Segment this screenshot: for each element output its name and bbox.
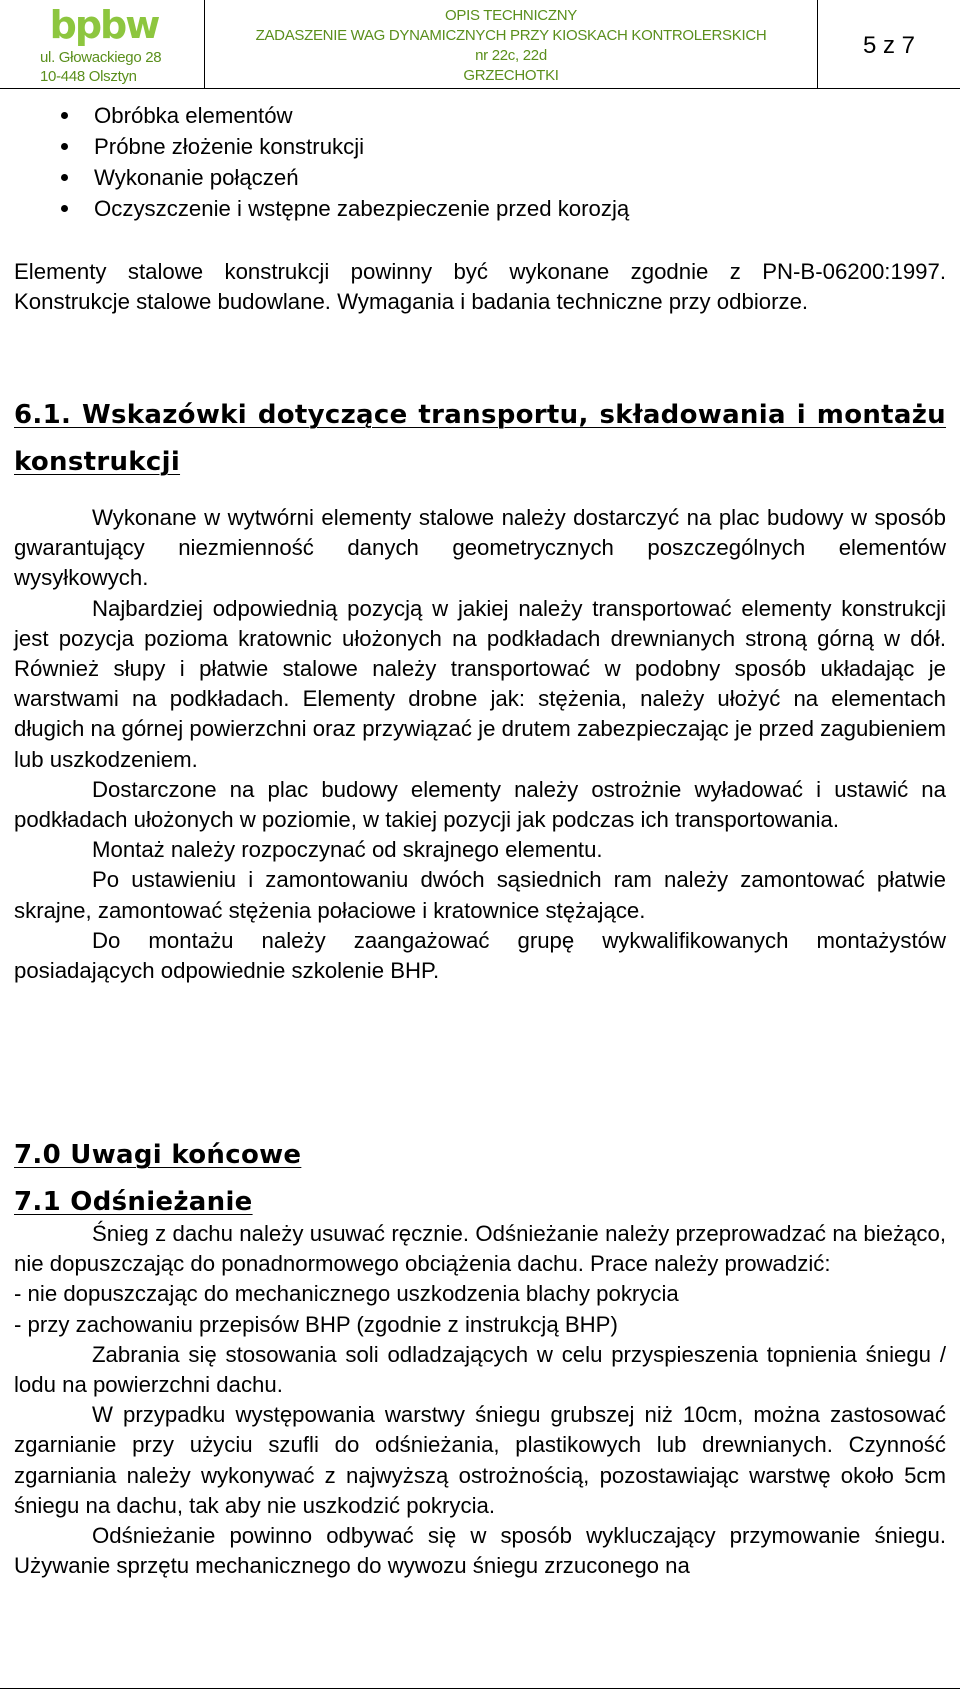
list-item: Wykonanie połączeń [0,162,960,193]
header-company-cell [0,0,205,88]
section-6-1-body [14,503,946,986]
paragraph: Dostarczone na plac budowy elementy należy ostrożnie wyładować i ustawić na podkładach ułożonych w poziomie, w takiej pozycji jak podczas ich transportowania. [14,776,946,833]
intro-block [14,257,946,317]
bullet-icon [61,112,68,119]
logo-text: bpbw [49,3,159,47]
page-bottom-rule [0,1688,960,1689]
dash-item: - nie dopuszczając do mechanicznego uszkodzenia blachy pokrycia [14,1281,679,1307]
intro-paragraph: Elementy stalowe konstrukcji powinny być wykonane zgodnie z PN-B-06200:1997. Konstrukcje stalowe budowlane. Wymagania i badania techniczne przy odbiorze. [14,259,946,315]
bullet-icon [61,205,68,212]
company-logo [49,3,159,48]
bullet-icon [61,143,68,150]
header-page-cell [818,0,960,88]
section-7-1-heading: 7.1 Odśnieżanie [14,1187,253,1217]
paragraph: Wykonane w wytwórni elementy stalowe należy dostarczyć na plac budowy w sposób gwarantujący niezmienność danych geometrycznych poszczególnych elementów wysyłkowych. [14,505,946,591]
list-item: Próbne złożenie konstrukcji [0,131,960,162]
list-item: Obróbka elementów [0,100,960,131]
doc-number: nr 22c, 22d [475,47,547,64]
company-address-city: 10-448 Olsztyn [40,68,137,85]
paragraph: Śnieg z dachu należy usuwać ręcznie. Odśnieżanie należy przeprowadzać na bieżąco, nie dopuszczając do ponadnormowego obciążenia dachu. Prace należy prowadzić: [14,1221,946,1277]
paragraph: Najbardziej odpowiednią pozycją w jakiej należy transportować elementy konstrukcji jest pozycja pozioma kratownic ułożonych na podkładach drewnianych stroną górną w dół. Również słupy i płatwie stalowe należy transportować w podobny sposób układając je warstwami na podkładach. Elementy drobne jak: stężenia, należy ułożyć na elementach długich na górnej powierzchni oraz przywiązać je drutem zabezpieczając je przed zagubieniem lub uszkodzeniem. [14,595,946,772]
paragraph: Odśnieżanie powinno odbywać się w sposób wykluczający przymowanie śniegu. Używanie sprzętu mechanicznego do wywozu śniegu zrzuconego na [14,1523,946,1579]
paragraph: Montaż należy rozpoczynać od skrajnego elementu. [92,837,603,863]
section-6-1-heading: 6.1. Wskazówki dotyczące transportu, składowania i montażu konstrukcji [14,400,946,477]
dash-item: - przy zachowaniu przepisów BHP (zgodnie z instrukcją BHP) [14,1311,618,1337]
paragraph: W przypadku występowania warstwy śniegu grubszej niż 10cm, można zastosować zgarnianie przy użyciu szufli do odśnieżania, plastikowych lub drewnianych. Czynność zgarniania należy wykonywać z najwyższą ostrożnością, pozostawiając warstwę około 5cm śniegu na dachu, tak aby nie uszkodzić pokrycia. [14,1402,946,1518]
paragraph: Po ustawieniu i zamontowaniu dwóch sąsiednich ram należy zamontować płatwie skrajne, zamontować stężenia połaciowe i kratownice stężające. [14,867,946,923]
list-item: Oczyszczenie i wstępne zabezpieczenie przed korozją [0,193,960,224]
company-address-street: ul. Głowackiego 28 [40,49,162,66]
bullet-icon [61,174,68,181]
doc-location: GRZECHOTKI [463,67,559,84]
page-number: 5 z 7 [862,32,916,59]
page-header [0,0,960,89]
process-bullet-list [0,100,960,224]
header-document-cell [205,0,818,88]
section-7-0-heading: 7.0 Uwagi końcowe [14,1140,302,1170]
doc-title: ZADASZENIE WAG DYNAMICZNYCH PRZY KIOSKACH KONTROLERSKICH [255,27,767,44]
paragraph: Do montażu należy zaangażować grupę wykwalifikowanych montażystów posiadających odpowiednie szkolenie BHP. [14,927,946,984]
doc-type: OPIS TECHNICZNY [445,7,577,24]
paragraph: Zabrania się stosowania soli odladzających w celu przyspieszenia topnienia śniegu / lodu na powierzchni dachu. [14,1341,946,1398]
section-7-1-body [14,1219,946,1581]
